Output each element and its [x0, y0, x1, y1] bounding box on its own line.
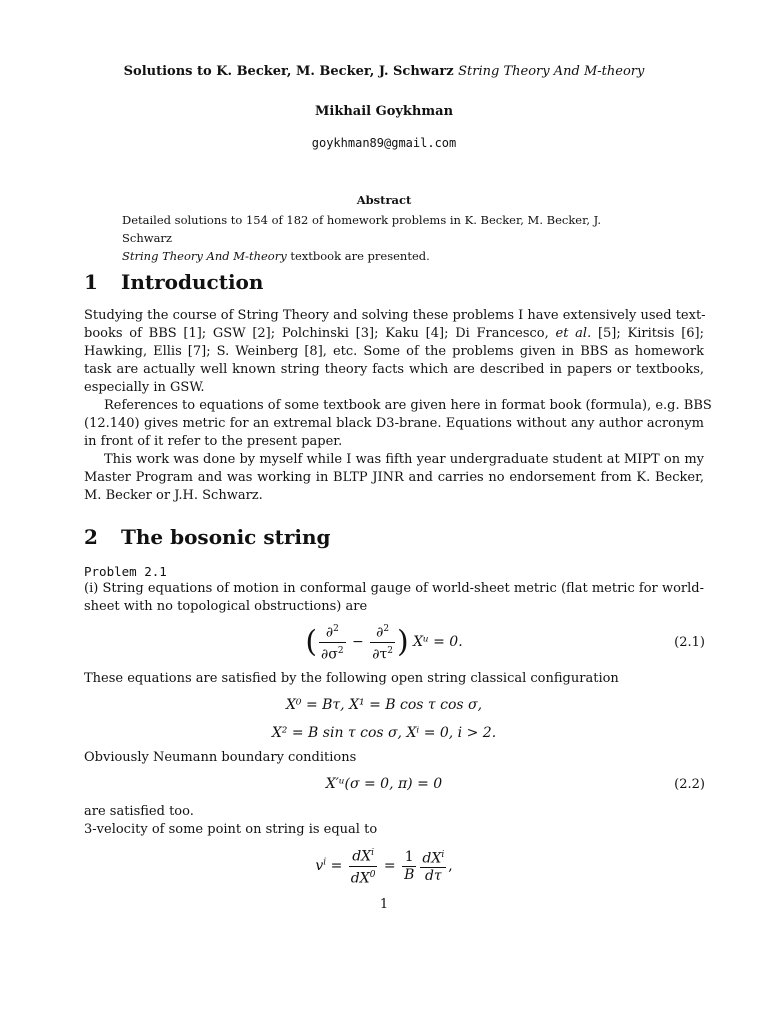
- right-paren: ): [396, 624, 409, 660]
- text-line: Master Program and was working in BLTP JINR and carries no endorsement from K. Becker,: [84, 470, 704, 485]
- intro-paragraph-3: [84, 451, 704, 505]
- text-segment: [5]; Kiritsis [6];: [597, 326, 705, 341]
- text-segment: books of BBS [1]; GSW [2]; Polchinski [3]; Kaku [4]; Di Francesco,: [84, 326, 549, 341]
- text-line: especially in GSW.: [84, 380, 205, 395]
- text-line: task are actually well known string theory facts which are described in papers or textbooks,: [84, 362, 704, 377]
- problem-label: Problem 2.1: [84, 564, 167, 579]
- section-title: Introduction: [121, 270, 264, 294]
- satisfied-text: are satisfied too.: [84, 804, 194, 819]
- author-name: Mikhail Goykhman: [314, 104, 454, 119]
- equation-number: (2.2): [674, 777, 705, 792]
- author-email: goykhman89@gmail.com: [311, 136, 457, 150]
- section-title: The bosonic string: [121, 525, 331, 549]
- config-equation-line-2: X² = B sin τ cos σ, Xⁱ = 0, i > 2.: [271, 725, 497, 741]
- text-line: sheet with no topological obstructions) are: [84, 599, 368, 614]
- abstract-body: [122, 211, 652, 265]
- config-equation-line-1: X⁰ = Bτ, X¹ = B cos τ cos σ,: [285, 697, 483, 713]
- section-number: 1: [84, 270, 98, 294]
- problem-intro: [84, 580, 704, 616]
- fraction-dx-dtau: $\frac{dX^i}{d\tau}$: [420, 847, 446, 886]
- title-book: String Theory And M-theory: [458, 64, 645, 79]
- equation-rhs: Xᵘ = 0.: [413, 634, 463, 651]
- equation-2-1: ( $\frac{\partial^2}{\partial\sigma^2}$ − $\frac{\partial^2}{\partial\tau^2}$ ) Xᵘ = 0.: [0, 621, 768, 663]
- left-paren: (: [305, 624, 318, 660]
- section-heading-bosonic-string: [84, 525, 330, 549]
- abstract-heading: Abstract: [356, 193, 412, 207]
- text-line: in front of it refer to the present paper.: [84, 434, 343, 449]
- text-line: (12.140) gives metric for an extremal black D3-brane. Equations without any author acronym: [84, 416, 704, 431]
- page-number: 1: [379, 897, 389, 912]
- abstract-line-2-rest: textbook are presented.: [290, 249, 430, 263]
- abstract-book-title: String Theory And M-theory: [122, 249, 287, 263]
- section-heading-introduction: [84, 270, 263, 294]
- abstract-line-2: [122, 247, 652, 265]
- fraction-dx-dx0: $\frac{dX^i}{dX^0}$: [349, 845, 378, 887]
- text-line: This work was done by myself while I was fifth year undergraduate student at MIPT on my: [104, 452, 704, 467]
- text-line: References to equations of some textbook are given here in format book (formula), e.g. BBS: [104, 398, 712, 413]
- text-line: [84, 325, 704, 343]
- text-line: (i) String equations of motion in conformal gauge of world-sheet metric (flat metric for world-: [84, 581, 704, 596]
- fraction-tau: $\frac{\partial^2}{\partial\tau^2}$: [370, 621, 395, 663]
- text-segment-italic: et al.: [555, 326, 592, 341]
- fraction-one-over-b: $\frac{1}{B}$: [404, 848, 415, 883]
- text-line: Studying the course of String Theory and solving these problems I have extensively used text-: [84, 308, 706, 323]
- velocity-equation: $v^i$ = $\frac{dX^i}{dX^0}$ = $\frac{1}{B}$ $\frac{dX^i}{d\tau}$ ,: [0, 845, 768, 887]
- neumann-text: Obviously Neumann boundary conditions: [84, 750, 357, 765]
- abstract-line-1: Detailed solutions to 154 of 182 of homework problems in K. Becker, M. Becker, J. Schwarz: [122, 213, 602, 245]
- text-line: M. Becker or J.H. Schwarz.: [84, 488, 263, 503]
- intro-paragraph-2: [84, 397, 712, 451]
- title-prefix: Solutions to K. Becker, M. Becker, J. Schwarz: [123, 64, 454, 79]
- equation-number: (2.1): [674, 635, 705, 650]
- section-number: 2: [84, 525, 98, 549]
- fraction-sigma: $\frac{\partial^2}{\partial\sigma^2}$: [319, 621, 346, 663]
- velocity-text: 3-velocity of some point on string is equal to: [84, 822, 378, 837]
- intro-paragraph-1: [84, 307, 704, 397]
- paper-title: [0, 64, 768, 79]
- text-after-eq-2-1: These equations are satisfied by the following open string classical configuration: [84, 671, 619, 686]
- text-line: Hawking, Ellis [7]; S. Weinberg [8], etc. Some of the problems given in BBS as homework: [84, 344, 704, 359]
- equation-2-2: X′ᵘ(σ = 0, π) = 0: [325, 776, 443, 792]
